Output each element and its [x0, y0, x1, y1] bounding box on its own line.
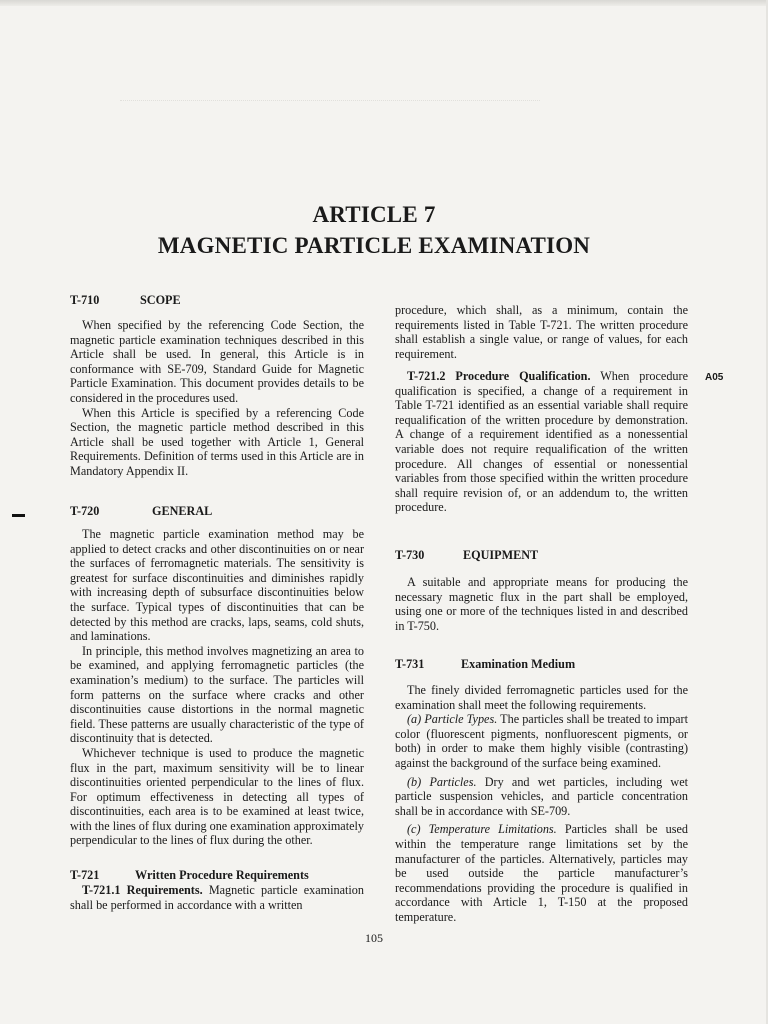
- item-label: (b) Particles.: [407, 774, 477, 789]
- heading-t720: [70, 504, 212, 519]
- heading-t731: [395, 657, 575, 672]
- examination-medium-text: [395, 683, 688, 925]
- section-title: Written Procedure Requirements: [135, 868, 309, 882]
- requirements-text: [70, 883, 364, 912]
- paragraph: A suitable and appropriate means for producing the necessary magnetic flux in the part shall be employed, using one or more of the techniques listed in and described in T-750.: [395, 575, 688, 633]
- section-title: EQUIPMENT: [463, 548, 539, 562]
- paragraph: procedure, which shall, as a minimum, contain the requirements listed in Table T-721. The written procedure shall establish a single value, or range of values, for each requirement.: [395, 303, 688, 361]
- section-number: T-731: [395, 657, 425, 671]
- item-text: Dry and wet particles, including wet particle suspension vehicles, and particle concentration shall be in accordance with SE-709.: [395, 774, 689, 818]
- scope-text: [70, 318, 364, 479]
- revision-tag: A05: [705, 372, 724, 383]
- scan-edge: [0, 0, 768, 6]
- subsection-text: When procedure qualification is specified, a change of a requirement in Table T-721 identified as an essential variable shall require requalification of the written procedure by demonstration. A change of a requirement identified as a nonessential variable does not require requalification of the written procedure. All changes of essential or nonessential variables from those specified within the written procedure shall require revision of, or an addendum to, the written procedure.: [395, 369, 688, 515]
- paragraph: [70, 883, 364, 912]
- paragraph: [395, 369, 688, 515]
- section-number: T-710: [70, 293, 100, 307]
- paragraph: Whichever technique is used to produce the magnetic flux in the part, maximum sensitivity will be to linear discontinuities oriented perpendicular to the lines of flux. For optimum effectiveness in detecting all types of discontinuities, each area is to be examined at least twice, with the lines of flux during one examination approximately perpendicular to the lines of flux during the other.: [70, 745, 364, 848]
- item-label: (c) Temperature Limitations.: [407, 822, 557, 837]
- heading-t710: [70, 293, 181, 308]
- section-number: T-720: [70, 504, 100, 518]
- equipment-text: [395, 575, 688, 633]
- page-number: 105: [365, 931, 383, 945]
- general-text: [70, 527, 364, 848]
- paragraph: When specified by the referencing Code Section, the magnetic particle examination techniques described in this Article shall be used. In general, this Article is in conformance with SE-709, Standard Guide for Magnetic Particle Examination. This document provides details to be considered in the procedures used.: [70, 318, 364, 405]
- section-title: SCOPE: [140, 293, 181, 307]
- section-number: T-721: [70, 868, 100, 882]
- heading-t721: [70, 868, 309, 883]
- requirements-continued: [395, 303, 688, 361]
- paragraph: When this Article is specified by a referencing Code Section, the magnetic particle method described in this Article shall be used together with Article 1, General Requirements. Definition of terms used in this Article are in Mandatory Appendix II.: [70, 405, 364, 478]
- section-number: T-730: [395, 548, 425, 562]
- item-label: (a) Particle Types.: [407, 712, 498, 727]
- procedure-qualification: [395, 369, 688, 515]
- article-title: MAGNETIC PARTICLE EXAMINATION: [157, 233, 591, 258]
- section-title: Examination Medium: [461, 657, 576, 671]
- paragraph: [395, 775, 688, 819]
- paragraph: The magnetic particle examination method may be applied to detect cracks and other discontinuities on or near the surfaces of ferromagnetic materials. The sensitivity is greatest for surface discontinuities and diminishes rapidly with increasing depth of subsurface discontinuities below the surface. Typical types of discontinuities that can be detected by this method are cracks, laps, seams, cold shuts, and laminations.: [70, 527, 364, 644]
- subsection-text: Magnetic particle examination shall be performed in accordance with a written: [70, 883, 364, 912]
- paragraph: [395, 712, 688, 770]
- paragraph: The finely divided ferromagnetic particles used for the examination shall meet the following requirements.: [395, 683, 688, 712]
- item-text: The particles shall be treated to impart color (fluorescent pigments, nonfluorescent pigments, or both) in order to make them highly visible (contrasting) against the background of the surface being examined.: [395, 712, 688, 770]
- article-number: ARTICLE 7: [312, 202, 436, 227]
- subsection-title: T-721.1 Requirements.: [82, 883, 203, 897]
- subsection-title: T-721.2 Procedure Qualification.: [407, 369, 591, 383]
- scan-artifact: [120, 100, 540, 101]
- section-title: GENERAL: [152, 504, 213, 518]
- paragraph: In principle, this method involves magnetizing an area to be examined, and applying ferromagnetic particles (the examination’s medium) to the surface. The particles will form patterns on the surface where cracks and other discontinuities cause distortions in the normal magnetic field. These patterns are usually characteristic of the type of discontinuity that is detected.: [70, 643, 364, 746]
- revision-bar: [12, 514, 25, 517]
- item-text: Particles shall be used within the temperature range limitations set by the manufacturer of the particles. Alternatively, particles may be used outside the particle manufacturer’s recommendations providing the procedure is qualified in accordance with Article 1, T-150 at the proposed temperature.: [395, 822, 689, 924]
- heading-t730: [395, 548, 538, 563]
- paragraph: [395, 822, 688, 924]
